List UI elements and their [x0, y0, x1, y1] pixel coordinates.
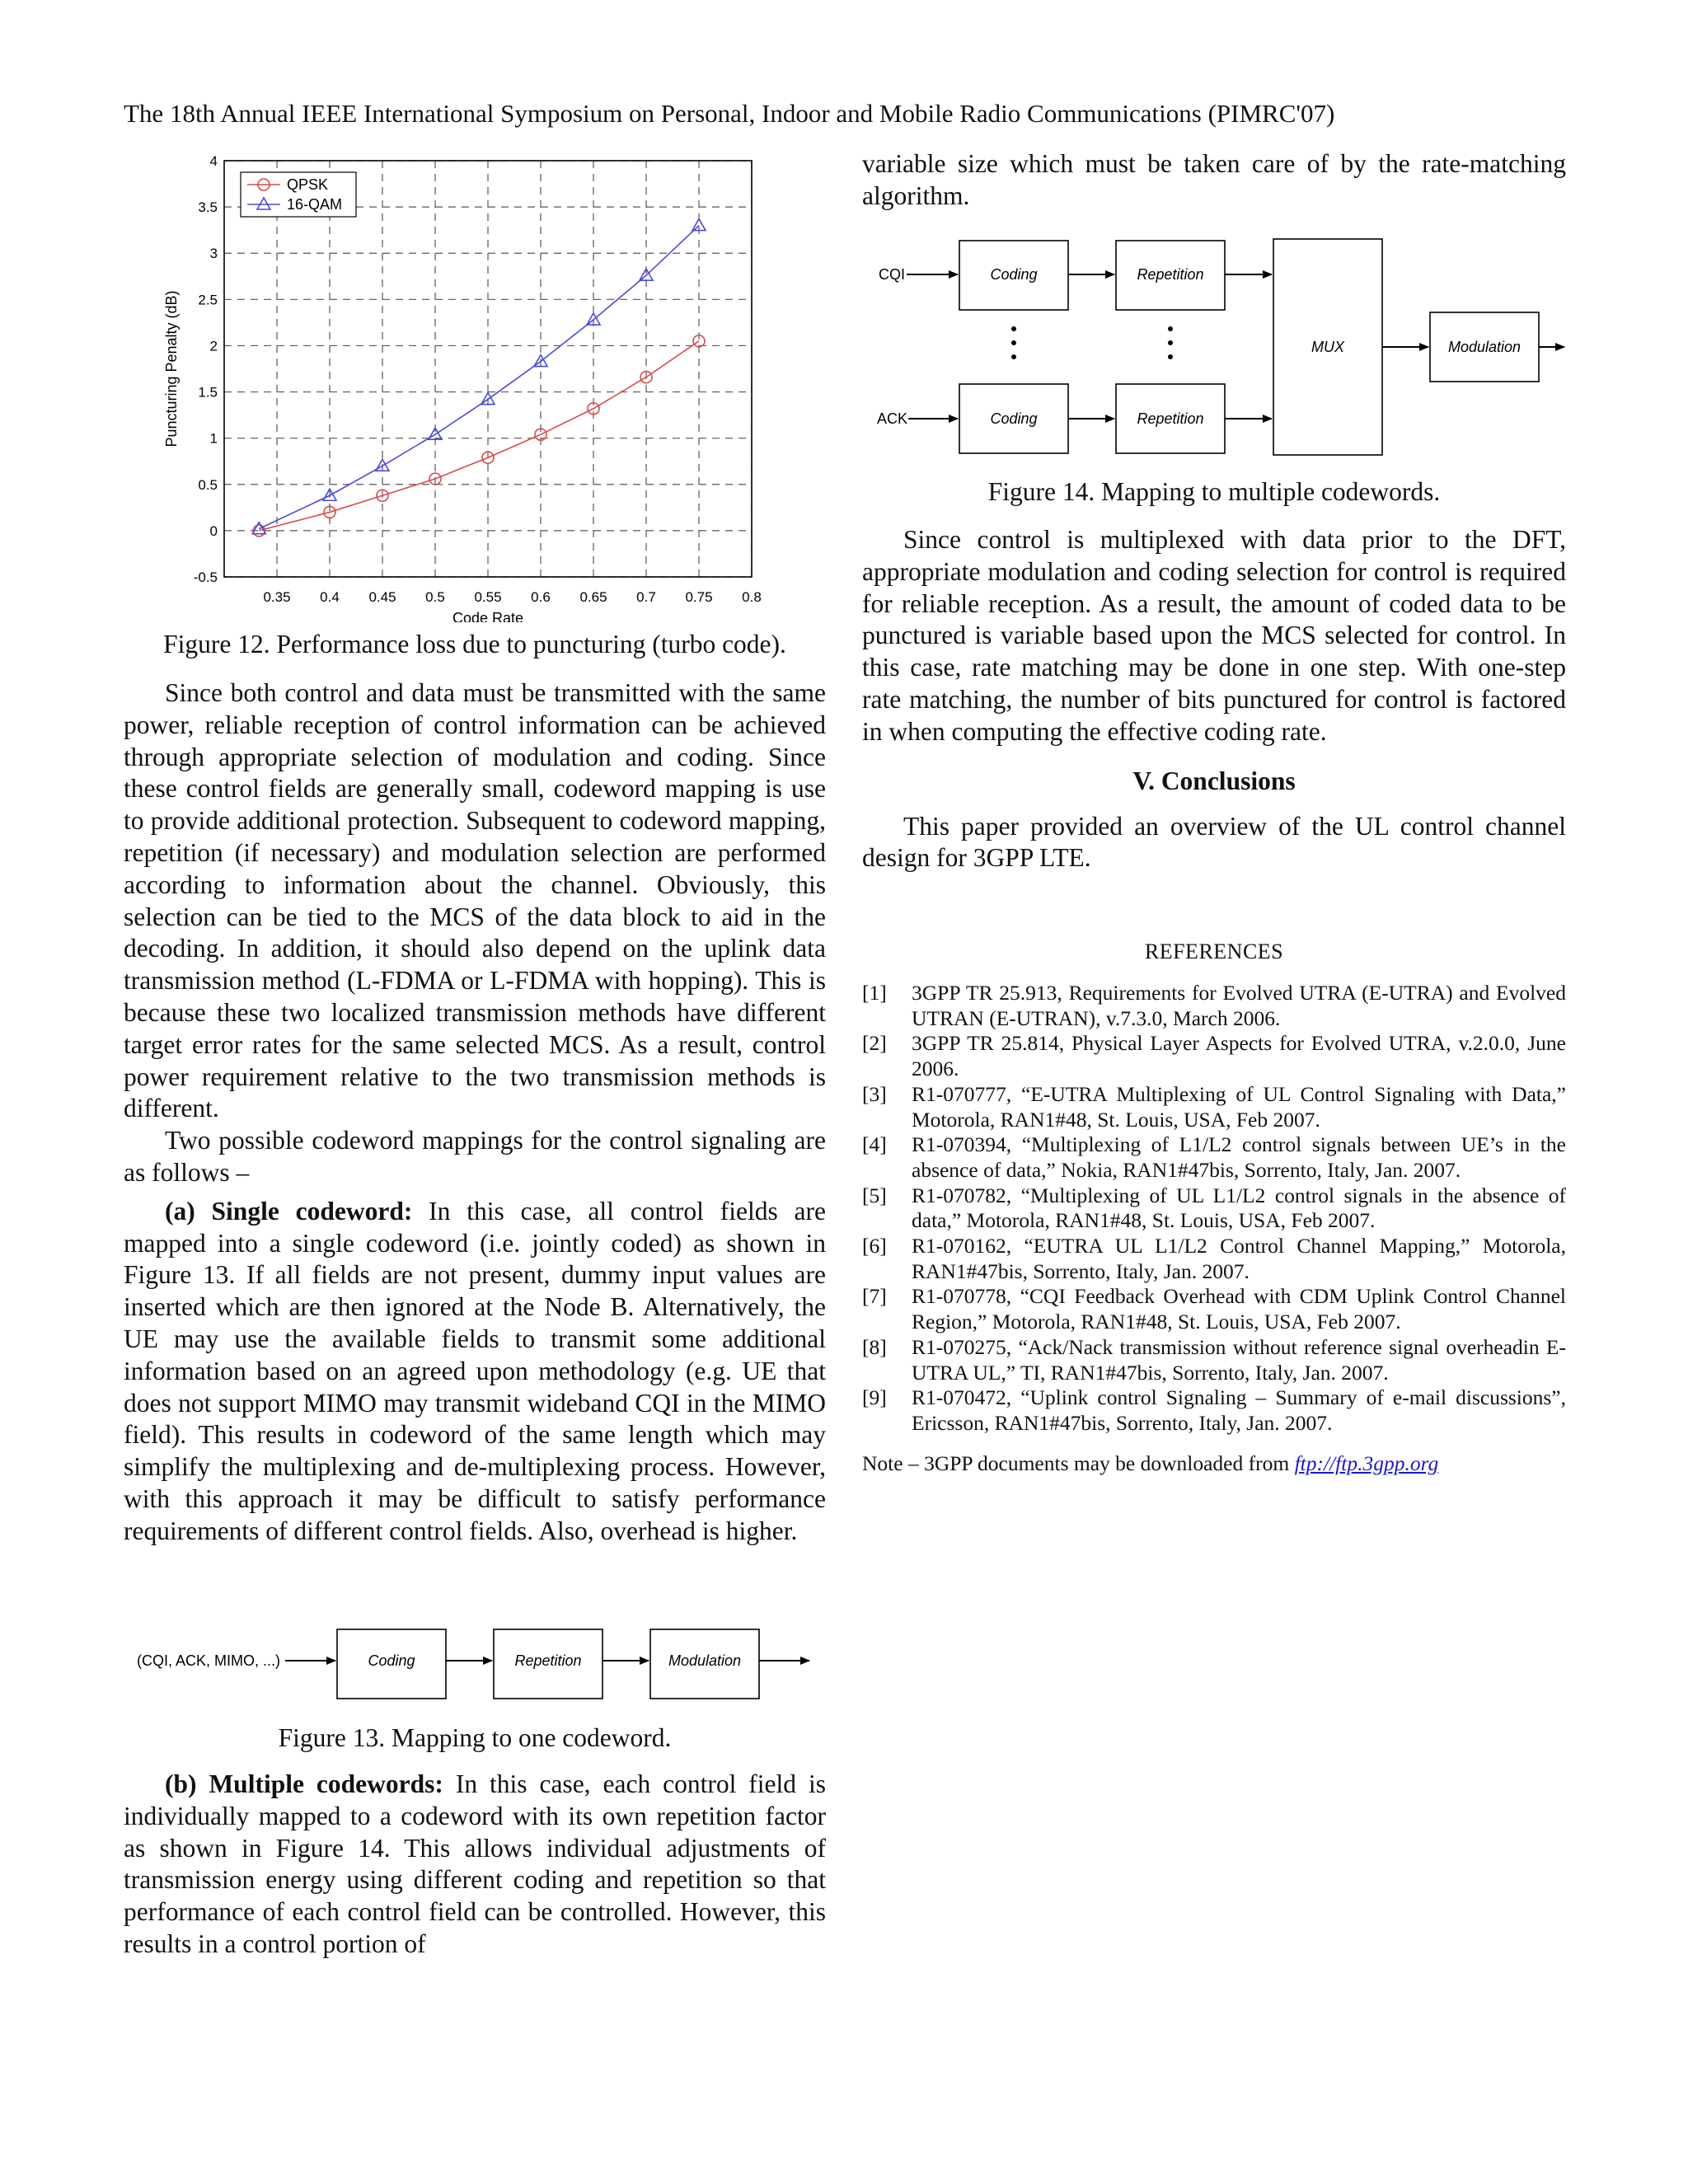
- reference-item: [7] R1-070778, “CQI Feedback Overhead with CDM Uplink Control Channel Region,” Motorola, RAN1#48, St. Louis, USA, Feb 2007.: [862, 1284, 1566, 1334]
- puncturing-penalty-chart: [157, 152, 783, 622]
- fig13-repetition-label: Repetition: [514, 1652, 582, 1669]
- figure-13-diagram: [124, 1619, 826, 1710]
- x-tick-label: 0.6: [531, 589, 551, 605]
- legend-label: 16-QAM: [287, 196, 343, 213]
- figure-14-diagram: [862, 231, 1566, 462]
- multiple-codewords-label: (b) Multiple codewords:: [165, 1769, 443, 1798]
- single-codeword-label: (a) Single codeword:: [165, 1196, 413, 1226]
- conclusions-heading: V. Conclusions: [1132, 766, 1296, 795]
- y-tick-label: 0.5: [198, 476, 218, 493]
- fig14-cqi-repetition-label: Repetition: [1137, 266, 1204, 283]
- x-tick-label: 0.55: [474, 589, 502, 605]
- fig14-modulation-label: Modulation: [1447, 339, 1522, 355]
- x-axis-label: Code Rate: [452, 610, 524, 622]
- paragraph-power-control: Since both control and data must be transmitted with the same power, reliable reception of control information can be achieved through appropriate selection of modulation and coding. Since these control fields are generally small, codeword mapping is use to provide additional protection. Subsequent to codeword mapping, repetition (if necessary) and modulation selection are performed according to information about the channel. Obviously, this selection can be tied to the MCS of the data block to aid in the decoding. In addition, it should also depend on the uplink data transmission method (L-FDMA or L-FDMA with hopping). This is because these two localized transmission methods have different target error rates for the same selected MCS. As a result, control power requirement relative to the two transmission methods is different.: [124, 678, 826, 1123]
- paragraph-rate-matching: variable size which must be taken care of by the rate-matching algorithm.: [862, 149, 1566, 210]
- y-axis-label: Puncturing Penalty (dB): [163, 290, 180, 448]
- series-line: [259, 226, 699, 529]
- running-header: The 18th Annual IEEE International Symposium on Personal, Indoor and Mobile Radio Communications (PIMRC'07): [124, 99, 1335, 128]
- references-title: REFERENCES: [1144, 940, 1284, 963]
- y-tick-label: 4: [209, 153, 218, 169]
- download-note-text: Note – 3GPP documents may be downloaded from: [862, 1451, 1295, 1475]
- references-list: [862, 981, 1566, 1436]
- y-tick-label: 1: [209, 430, 218, 447]
- y-tick-label: 3.5: [198, 199, 218, 216]
- paragraph-conclusions: This paper provided an overview of the UL control channel design for 3GPP LTE.: [862, 811, 1566, 873]
- series-line: [259, 341, 699, 531]
- x-tick-label: 0.5: [425, 589, 445, 605]
- series-qpsk: [253, 335, 705, 537]
- fig13-modulation-label: Modulation: [668, 1652, 742, 1669]
- x-tick-label: 0.45: [368, 589, 396, 605]
- figure-13-caption: Figure 13. Mapping to one codeword.: [278, 1723, 672, 1752]
- reference-item: [9] R1-070472, “Uplink control Signaling – Summary of e-mail discussions”, Ericsson, RAN1#47bis, Sorrento, Italy, Jan. 2007.: [862, 1385, 1566, 1435]
- x-tick-label: 0.4: [320, 589, 340, 605]
- fig13-coding-label: Coding: [368, 1652, 415, 1669]
- paragraph-control-multiplexing: Since control is multiplexed with data prior to the DFT, appropriate modulation and coding selection for control is required for reliable reception. As a result, the amount of coded data to be punctured is variable based upon the MCS selected for control. In this case, rate matching may be done in one step. With one-step rate matching, the number of bits punctured for control is factored in when computing the effective coding rate.: [862, 525, 1566, 746]
- figure-12-caption: Figure 12. Performance loss due to puncturing (turbo code).: [163, 630, 786, 658]
- y-tick-label: 1.5: [198, 384, 218, 401]
- fig13-input-label: (CQI, ACK, MIMO, ...): [137, 1652, 281, 1669]
- y-tick-label: 2: [209, 338, 218, 354]
- x-tick-label: 0.75: [685, 589, 713, 605]
- fig14-ack-label: ACK: [877, 410, 908, 427]
- y-tick-label: 0: [209, 523, 218, 539]
- fig14-mux-label: MUX: [1311, 339, 1344, 355]
- reference-item: [6] R1-070162, “EUTRA UL L1/L2 Control Channel Mapping,” Motorola, RAN1#47bis, Sorrento, Italy, Jan. 2007.: [862, 1234, 1566, 1283]
- fig14-cqi-label: CQI: [879, 266, 906, 283]
- legend-label: QPSK: [287, 176, 329, 193]
- fig14-ack-coding-label: Coding: [990, 410, 1038, 427]
- right-column-top-text: [862, 148, 1566, 213]
- y-tick-label: 2.5: [198, 292, 218, 308]
- y-tick-label: -0.5: [193, 569, 218, 585]
- reference-item: [2] 3GPP TR 25.814, Physical Layer Aspects for Evolved UTRA, v.2.0.0, June 2006.: [862, 1031, 1566, 1081]
- fig14-ack-repetition-label: Repetition: [1137, 410, 1204, 427]
- paragraph-multiple-codewords: [124, 1769, 826, 1961]
- x-tick-label: 0.35: [263, 589, 291, 605]
- paragraph-single-codeword: [124, 1196, 826, 1548]
- single-codeword-text: In this case, all control fields are mapped into a single codeword (i.e. jointly coded) as shown in Figure 13. If all fields are not present, dummy input values are inserted which are then ignored at the Node B. Alternatively, the UE may use the available fields to transmit some additional information based on an agreed upon methodology (e.g. UE that does not support MIMO may transmit wideband CQI in the MIMO field). This results in codeword of the same length which may simplify the multiplexing and de-multiplexing process. However, with this approach it may be difficult to satisfy performance requirements of different control fields. Also, overhead is higher.: [124, 1196, 826, 1545]
- x-tick-label: 0.7: [636, 589, 656, 605]
- left-column-text-bottom: [124, 1769, 826, 1961]
- download-note: [862, 1451, 1438, 1477]
- reference-item: [8] R1-070275, “Ack/Nack transmission without reference signal overheadin E-UTRA UL,” TI, RAN1#47bis, Sorrento, Italy, Jan. 2007.: [862, 1334, 1566, 1385]
- series-16-qam: [252, 219, 706, 534]
- x-tick-label: 0.8: [742, 589, 762, 605]
- left-column-text: [124, 677, 826, 1548]
- x-tick-label: 0.65: [579, 589, 607, 605]
- reference-item: [4] R1-070394, “Multiplexing of L1/L2 control signals between UE’s in the absence of data,” Nokia, RAN1#47bis, Sorrento, Italy, Jan. 2007.: [862, 1132, 1566, 1182]
- fig14-cqi-coding-label: Coding: [990, 266, 1038, 283]
- ftp-link[interactable]: ftp://ftp.3gpp.org: [1294, 1451, 1439, 1475]
- reference-item: [5] R1-070782, “Multiplexing of UL L1/L2 control signals in the absence of data,” Motorola, RAN1#48, St. Louis, USA, Feb 2007.: [862, 1183, 1566, 1233]
- multiple-codewords-text: In this case, each control field is individually mapped to a codeword with its own repetition factor as shown in Figure 14. This allows individual adjustments of transmission energy using different coding and repetition so that performance of each control field can be controlled. However, this results in a control portion of: [124, 1769, 826, 1958]
- paragraph-codeword-mappings: Two possible codeword mappings for the control signaling are as follows –: [124, 1126, 826, 1187]
- figure-14-caption: Figure 14. Mapping to multiple codewords.: [987, 477, 1441, 506]
- y-tick-label: 3: [209, 246, 218, 262]
- right-column-text: [862, 524, 1566, 874]
- reference-item: [3] R1-070777, “E-UTRA Multiplexing of UL Control Signaling with Data,” Motorola, RAN1#48, St. Louis, USA, Feb 2007.: [862, 1081, 1566, 1132]
- reference-item: [1] 3GPP TR 25.913, Requirements for Evolved UTRA (E-UTRA) and Evolved UTRAN (E-UTRAN), v.7.3.0, March 2006.: [862, 981, 1566, 1030]
